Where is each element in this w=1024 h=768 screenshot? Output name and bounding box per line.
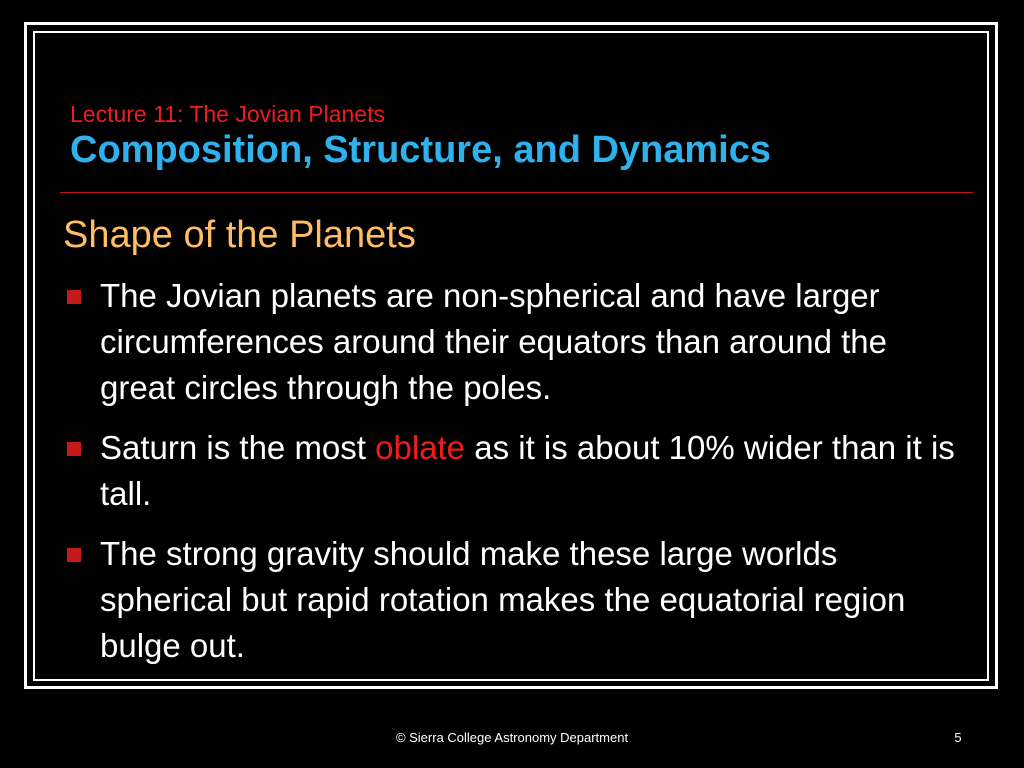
page-number: 5 — [954, 730, 962, 745]
bullet-list — [63, 273, 963, 683]
slide-footer: © Sierra College Astronomy Department — [395, 730, 629, 745]
highlighted-term: oblate — [375, 429, 466, 466]
bullet-item — [63, 425, 963, 517]
bullet-text-after: as it is about 10% wider than it is tall. — [100, 429, 955, 512]
lecture-subtitle: Lecture 11: The Jovian Planets — [70, 101, 385, 127]
bullet-text-before: Saturn is the most — [100, 429, 376, 466]
bullet-item — [63, 273, 963, 411]
title-divider — [60, 192, 973, 193]
bullet-text: The strong gravity should make these large worlds spherical but rapid rotation makes the equatorial region bulge out. — [100, 535, 906, 664]
section-heading: Shape of the Planets — [63, 214, 416, 256]
bullet-text: The Jovian planets are non-spherical and have larger circumferences around their equators than around the great circles through the poles. — [100, 277, 887, 406]
square-bullet-icon — [67, 548, 81, 562]
square-bullet-icon — [67, 442, 81, 456]
square-bullet-icon — [67, 290, 81, 304]
bullet-item — [63, 531, 963, 669]
slide-title: Composition, Structure, and Dynamics — [70, 129, 771, 171]
